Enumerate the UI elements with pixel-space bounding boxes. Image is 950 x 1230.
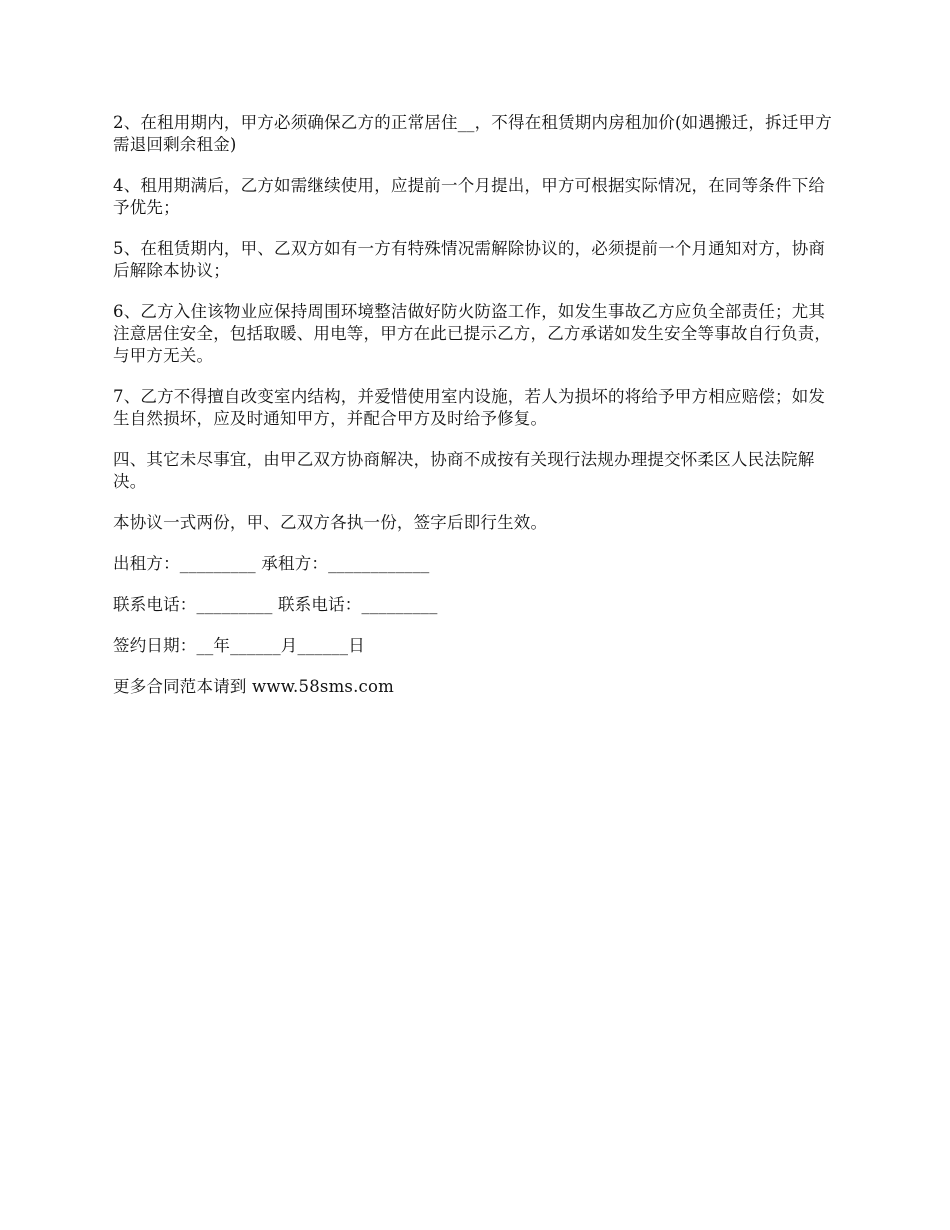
parties-signature-line: 出租方：_________ 承租方：____________ xyxy=(113,554,430,573)
contact-phone-line: 联系电话：_________ 联系电话：_________ xyxy=(113,595,438,614)
section-four: 四、其它未尽事宜，由甲乙双方协商解决，协商不成按有关现行法规办理提交怀柔区人民法院解决。 xyxy=(113,450,815,491)
document-body xyxy=(113,112,841,717)
agreement-copies: 本协议一式两份，甲、乙双方各执一份，签字后即行生效。 xyxy=(113,513,548,532)
clause-4: 4、租用期满后，乙方如需继续使用，应提前一个月提出，甲方可根据实际情况，在同等条件下给予优先； xyxy=(113,176,826,217)
clause-5: 5、在租赁期内，甲、乙双方如有一方有特殊情况需解除协议的，必须提前一个月通知对方，协商后解除本协议； xyxy=(113,239,826,280)
clause-7: 7、乙方不得擅自改变室内结构，并爱惜使用室内设施，若人为损坏的将给予甲方相应赔偿；如发生自然损坏，应及时通知甲方，并配合甲方及时给予修复。 xyxy=(113,387,826,428)
more-templates-note: 更多合同范本请到 www.58sms.com xyxy=(113,677,394,696)
clause-2: 2、在租用期内，甲方必须确保乙方的正常居住__，不得在租赁期内房租加价(如遇搬迁，拆迁甲方需退回剩余租金) xyxy=(113,113,832,154)
clause-6: 6、乙方入住该物业应保持周围环境整洁做好防火防盗工作，如发生事故乙方应负全部责任；尤其注意居住安全，包括取暖、用电等，甲方在此已提示乙方，乙方承诺如发生安全等事故自行负责，与甲方无关。 xyxy=(113,302,832,365)
signing-date-line: 签约日期：__年______月______日 xyxy=(113,636,365,655)
